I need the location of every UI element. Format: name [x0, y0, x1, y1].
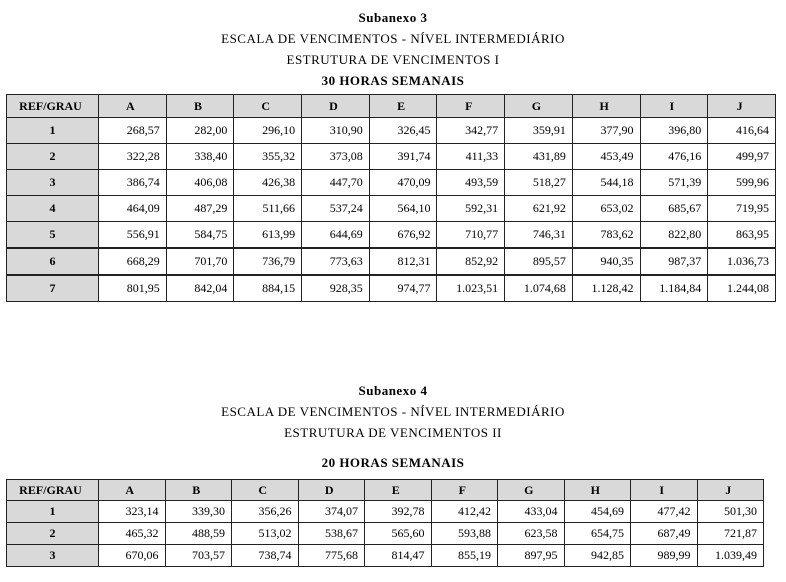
- value-cell: 513,02: [232, 523, 299, 545]
- value-cell: 518,27: [505, 170, 573, 196]
- table-row: [7, 144, 776, 170]
- value-cell: 814,47: [365, 545, 432, 567]
- value-cell: 613,99: [234, 222, 302, 249]
- table-row: [7, 501, 764, 523]
- header-cell: H: [564, 480, 631, 501]
- value-cell: 987,37: [640, 248, 708, 275]
- header-cell: D: [298, 480, 365, 501]
- table-header-row: [7, 95, 776, 118]
- value-cell: 738,74: [232, 545, 299, 567]
- value-cell: 863,95: [708, 222, 776, 249]
- ref-grau-cell: 2: [7, 144, 99, 170]
- value-cell: 1.184,84: [640, 275, 708, 302]
- value-cell: 565,60: [365, 523, 432, 545]
- value-cell: 736,79: [234, 248, 302, 275]
- header-cell: I: [631, 480, 698, 501]
- table-row: [7, 523, 764, 545]
- table-row: [7, 275, 776, 302]
- ref-grau-cell: 2: [7, 523, 99, 545]
- value-cell: 621,92: [505, 196, 573, 222]
- table-row: [7, 196, 776, 222]
- header-cell: J: [697, 480, 764, 501]
- value-cell: 454,69: [564, 501, 631, 523]
- value-cell: 592,31: [437, 196, 505, 222]
- value-cell: 487,29: [166, 196, 234, 222]
- subanexo3-structure: ESTRUTURA DE VENCIMENTOS I: [286, 52, 500, 67]
- value-cell: 464,09: [99, 196, 167, 222]
- value-cell: 584,75: [166, 222, 234, 249]
- value-cell: 599,96: [708, 170, 776, 196]
- value-cell: 433,04: [498, 501, 565, 523]
- value-cell: 391,74: [369, 144, 437, 170]
- value-cell: 310,90: [302, 118, 370, 144]
- value-cell: 342,77: [437, 118, 505, 144]
- salary-table-30h: [6, 94, 776, 302]
- value-cell: 326,45: [369, 118, 437, 144]
- ref-grau-cell: 5: [7, 222, 99, 249]
- value-cell: 501,30: [697, 501, 764, 523]
- subanexo4-hours: 20 HORAS SEMANAIS: [321, 455, 465, 470]
- value-cell: 374,07: [298, 501, 365, 523]
- subanexo4-subtitle: ESCALA DE VENCIMENTOS - NÍVEL INTERMEDIÁRIO: [221, 404, 565, 419]
- value-cell: 773,63: [302, 248, 370, 275]
- value-cell: 282,00: [166, 118, 234, 144]
- subanexo3-hours: 30 HORAS SEMANAIS: [321, 73, 465, 88]
- value-cell: 989,99: [631, 545, 698, 567]
- value-cell: 322,28: [99, 144, 167, 170]
- value-cell: 812,31: [369, 248, 437, 275]
- value-cell: 511,66: [234, 196, 302, 222]
- value-cell: 356,26: [232, 501, 299, 523]
- value-cell: 431,89: [505, 144, 573, 170]
- header-cell: G: [498, 480, 565, 501]
- value-cell: 701,70: [166, 248, 234, 275]
- header-cell: I: [640, 95, 708, 118]
- header-cell: A: [99, 480, 166, 501]
- value-cell: 897,95: [498, 545, 565, 567]
- value-cell: 1.244,08: [708, 275, 776, 302]
- value-cell: 623,58: [498, 523, 565, 545]
- value-cell: 411,33: [437, 144, 505, 170]
- value-cell: 377,90: [572, 118, 640, 144]
- value-cell: 710,77: [437, 222, 505, 249]
- value-cell: 412,42: [431, 501, 498, 523]
- value-cell: 359,91: [505, 118, 573, 144]
- value-cell: 338,40: [166, 144, 234, 170]
- value-cell: 668,29: [99, 248, 167, 275]
- value-cell: 396,80: [640, 118, 708, 144]
- value-cell: 685,67: [640, 196, 708, 222]
- value-cell: 571,39: [640, 170, 708, 196]
- value-cell: 775,68: [298, 545, 365, 567]
- subanexo4-structure: ESTRUTURA DE VENCIMENTOS II: [284, 425, 502, 440]
- value-cell: 477,42: [631, 501, 698, 523]
- header-cell: C: [234, 95, 302, 118]
- table-row: [7, 248, 776, 275]
- value-cell: 676,92: [369, 222, 437, 249]
- subanexo3-subtitle: ESCALA DE VENCIMENTOS - NÍVEL INTERMEDIÁRIO: [221, 31, 565, 46]
- table-row: [7, 545, 764, 567]
- value-cell: 852,92: [437, 248, 505, 275]
- value-cell: 1.074,68: [505, 275, 573, 302]
- header-cell: D: [302, 95, 370, 118]
- value-cell: 670,06: [99, 545, 166, 567]
- value-cell: 928,35: [302, 275, 370, 302]
- value-cell: 465,32: [99, 523, 166, 545]
- value-cell: 355,32: [234, 144, 302, 170]
- value-cell: 895,57: [505, 248, 573, 275]
- header-cell: E: [369, 95, 437, 118]
- table-row: [7, 118, 776, 144]
- value-cell: 386,74: [99, 170, 167, 196]
- value-cell: 556,91: [99, 222, 167, 249]
- value-cell: 1.128,42: [572, 275, 640, 302]
- ref-grau-cell: 3: [7, 170, 99, 196]
- ref-grau-cell: 1: [7, 501, 99, 523]
- header-cell: REF/GRAU: [7, 95, 99, 118]
- value-cell: 654,75: [564, 523, 631, 545]
- value-cell: 719,95: [708, 196, 776, 222]
- subanexo3-title: Subanexo 3: [358, 10, 428, 25]
- value-cell: 1.023,51: [437, 275, 505, 302]
- value-cell: 476,16: [640, 144, 708, 170]
- header-cell: F: [437, 95, 505, 118]
- salary-table-20h: [6, 479, 764, 567]
- value-cell: 721,87: [697, 523, 764, 545]
- value-cell: 406,08: [166, 170, 234, 196]
- header-cell: B: [166, 95, 234, 118]
- header-cell: J: [708, 95, 776, 118]
- value-cell: 538,67: [298, 523, 365, 545]
- value-cell: 296,10: [234, 118, 302, 144]
- value-cell: 783,62: [572, 222, 640, 249]
- value-cell: 1.039,49: [697, 545, 764, 567]
- value-cell: 644,69: [302, 222, 370, 249]
- value-cell: 703,57: [165, 545, 232, 567]
- value-cell: 593,88: [431, 523, 498, 545]
- value-cell: 942,85: [564, 545, 631, 567]
- value-cell: 426,38: [234, 170, 302, 196]
- ref-grau-cell: 7: [7, 275, 99, 302]
- ref-grau-cell: 6: [7, 248, 99, 275]
- ref-grau-cell: 4: [7, 196, 99, 222]
- value-cell: 392,78: [365, 501, 432, 523]
- value-cell: 323,14: [99, 501, 166, 523]
- value-cell: 537,24: [302, 196, 370, 222]
- value-cell: 493,59: [437, 170, 505, 196]
- value-cell: 687,49: [631, 523, 698, 545]
- value-cell: 746,31: [505, 222, 573, 249]
- ref-grau-cell: 1: [7, 118, 99, 144]
- value-cell: 940,35: [572, 248, 640, 275]
- value-cell: 884,15: [234, 275, 302, 302]
- value-cell: 339,30: [165, 501, 232, 523]
- table-row: [7, 170, 776, 196]
- value-cell: 544,18: [572, 170, 640, 196]
- header-cell: C: [232, 480, 299, 501]
- value-cell: 373,08: [302, 144, 370, 170]
- header-cell: E: [365, 480, 432, 501]
- value-cell: 822,80: [640, 222, 708, 249]
- value-cell: 499,97: [708, 144, 776, 170]
- header-cell: F: [431, 480, 498, 501]
- value-cell: 416,64: [708, 118, 776, 144]
- value-cell: 447,70: [302, 170, 370, 196]
- header-cell: REF/GRAU: [7, 480, 99, 501]
- value-cell: 564,10: [369, 196, 437, 222]
- value-cell: 801,95: [99, 275, 167, 302]
- value-cell: 453,49: [572, 144, 640, 170]
- header-cell: B: [165, 480, 232, 501]
- value-cell: 842,04: [166, 275, 234, 302]
- header-cell: A: [99, 95, 167, 118]
- value-cell: 470,09: [369, 170, 437, 196]
- header-cell: H: [572, 95, 640, 118]
- value-cell: 855,19: [431, 545, 498, 567]
- header-cell: G: [505, 95, 573, 118]
- value-cell: 974,77: [369, 275, 437, 302]
- value-cell: 268,57: [99, 118, 167, 144]
- subanexo4-title: Subanexo 4: [358, 383, 428, 398]
- table-header-row: [7, 480, 764, 501]
- value-cell: 488,59: [165, 523, 232, 545]
- value-cell: 1.036,73: [708, 248, 776, 275]
- value-cell: 653,02: [572, 196, 640, 222]
- ref-grau-cell: 3: [7, 545, 99, 567]
- table-row: [7, 222, 776, 249]
